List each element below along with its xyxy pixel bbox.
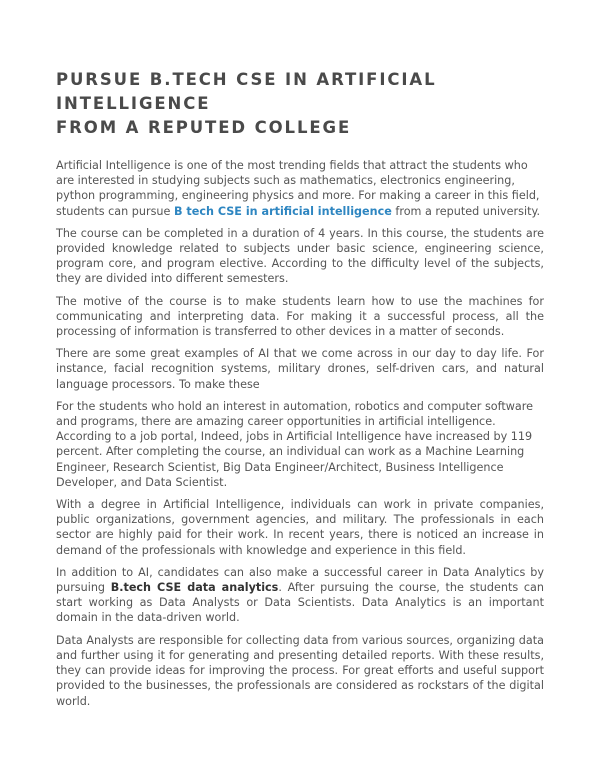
paragraph-career-opportunities: For the students who hold an interest in automation, robotics and computer software and programs, there are amazing career opportunities in artificial intelligence. According to a job portal, Indeed, jobs in Artificial Intelligence have increased by 119 percent. After completing the course, an individual can work as a Machine Learning Engineer, Research Scientist, Big Data Engineer/Architect, Business Intelligence Developer, and Data Scientist. [56,399,533,489]
paragraph-course-motive: The motive of the course is to make students learn how to use the machines for communicating and interpreting data. For making it a successful process, all the processing of information is transferred to other devices in a matter of seconds. [56,294,544,339]
title-line-2: FROM A REPUTED COLLEGE [56,118,352,137]
paragraph-course-duration: The course can be completed in a duration of 4 years. In this course, the students are provided knowledge related to subjects under basic science, engineering science, program core, and program elective. According to the difficulty level of the subjects, they are divided into different semesters. [56,226,544,286]
paragraph-data-analysts: Data Analysts are responsible for collecting data from various sources, organizing data and further using it for generating and presenting detailed reports. With these results, they can provide ideas for improving the process. For great efforts and useful support provided to the businesses, the professionals are considered as rockstars of the digital world. [56,633,544,708]
btech-cse-ai-link[interactable]: B tech CSE in artificial intelligence [173,204,392,218]
btech-cse-data-analytics-term: B.tech CSE data analytics [110,581,279,595]
analytics-text-end: . After pursuing the course, the students can start working as Data Analysts or Data Scientists. Data Analytics is an important domain in the data-driven world. [56,581,544,625]
paragraph-ai-examples: There are some great examples of AI that we come across in our day to day life. For instance, facial recognition systems, military drones, self-driven cars, and natural language processors. To make these [56,347,544,391]
page-title [56,68,544,140]
document-page [56,68,544,716]
paragraph-data-analytics [56,565,544,626]
analytics-text: In addition to AI, candidates can also make a successful career in Data Analytics by pursuing [56,565,544,595]
intro-text-end: from a reputed university. [391,204,541,218]
paragraph-employment-sectors: With a degree in Artificial Intelligence, individuals can work in private companies, public organizations, government agencies, and military. The professionals in each sector are highly paid for their work. In recent years, there is noticed an increase in demand of the professionals with knowledge and experience in this field. [56,498,544,557]
title-line-1: PURSUE B.TECH CSE IN ARTIFICIAL INTELLIGENCE [56,70,437,113]
paragraph-intro [56,158,544,219]
intro-text: Artificial Intelligence is one of the most trending fields that attract the students who are interested in studying subjects such as mathematics, electronics engineering, python programming, engineering physics and more. For making a career in this field, students can pursue [56,159,540,218]
